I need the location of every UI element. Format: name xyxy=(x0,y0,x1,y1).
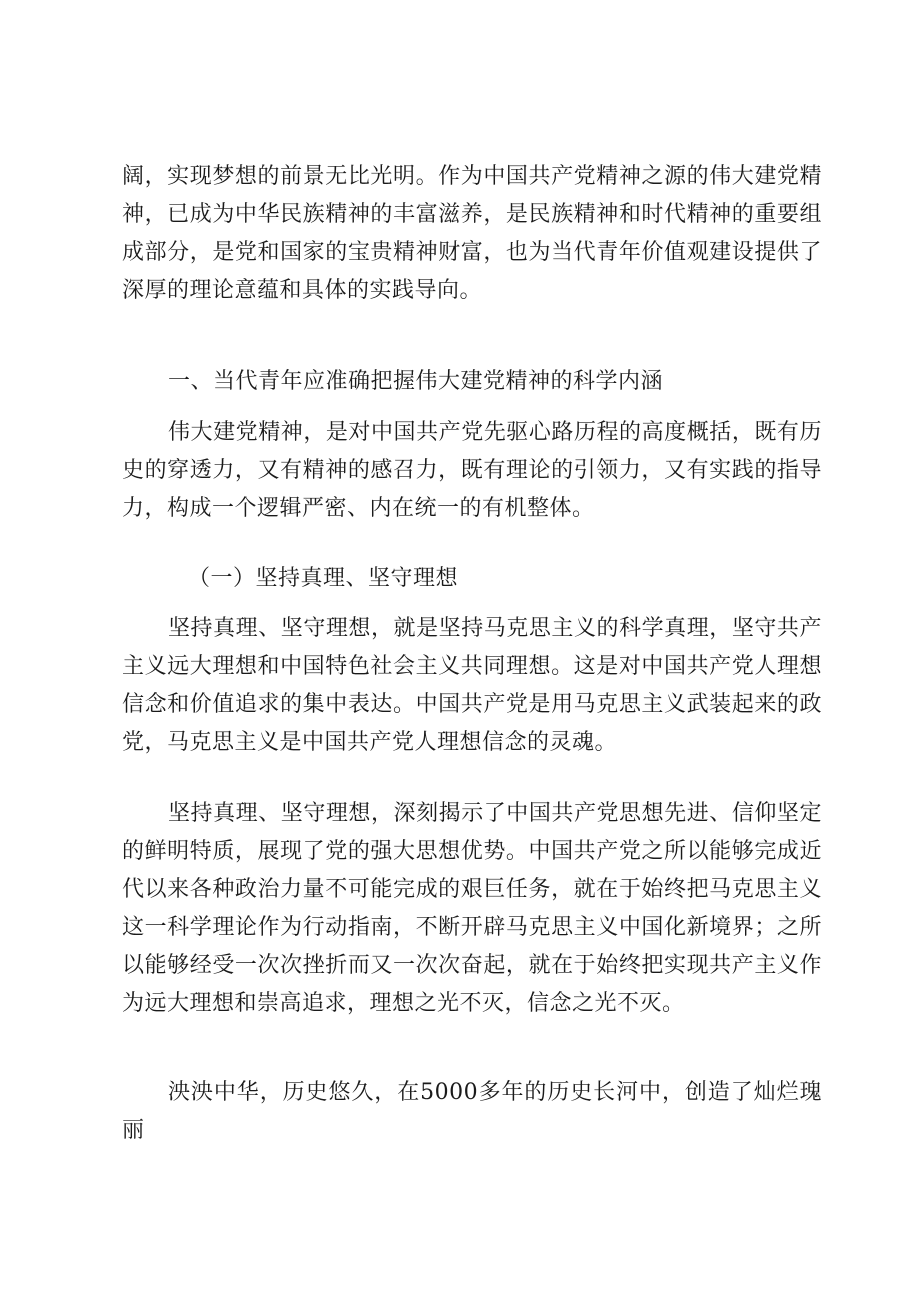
paragraph-text: 坚持真理、坚守理想，深刻揭示了中国共产党思想先进、信仰坚定的鲜明特质，展现了党的强大思想优势。中国共产党之所以能够完成近代以来各种政治力量不可能完成的艰巨任务，就在于始终把马克思主义这一科学理论作为行动指南，不断开辟马克思主义中国化新境界；之所以能够经受一次次挫折而又一次次奋起，就在于始终把实现共产主义作为远大理想和崇高追求，理想之光不灭，信念之光不灭。 xyxy=(122,801,822,1016)
section-heading xyxy=(122,363,822,401)
paragraph-text: 伟大建党精神，是对中国共产党先驱心路历程的高度概括，既有历史的穿透力，又有精神的感召力，既有理论的引领力，又有实践的指导力，构成一个逻辑严密、内在统一的有机整体。 xyxy=(122,420,822,521)
paragraph xyxy=(122,1074,822,1150)
paragraph-text: 坚持真理、坚守理想，就是坚持马克思主义的科学真理，坚守共产主义远大理想和中国特色社会主义共同理想。这是对中国共产党人理想信念和价值追求的集中表达。中国共产党是用马克思主义武装起来的政党，马克思主义是中国共产党人理想信念的灵魂。 xyxy=(122,616,822,755)
paragraph-text: 阔，实现梦想的前景无比光明。作为中国共产党精神之源的伟大建党精神，已成为中华民族精神的丰富滋养，是民族精神和时代精神的重要组成部分，是党和国家的宝贵精神财富，也为当代青年价值观建设提供了深厚的理论意蕴和具体的实践导向。 xyxy=(122,164,822,303)
subsection-heading xyxy=(122,560,822,598)
paragraph xyxy=(122,610,822,762)
section-heading-text: 一、当代青年应准确把握伟大建党精神的科学内涵 xyxy=(168,369,664,394)
subsection-heading-text: （一）坚持真理、坚守理想 xyxy=(188,566,459,591)
paragraph xyxy=(122,414,822,528)
paragraph xyxy=(122,795,822,1023)
paragraph-continuation xyxy=(122,158,822,310)
paragraph-text: 泱泱中华，历史悠久，在5000多年的历史长河中，创造了灿烂瑰丽 xyxy=(122,1080,822,1143)
